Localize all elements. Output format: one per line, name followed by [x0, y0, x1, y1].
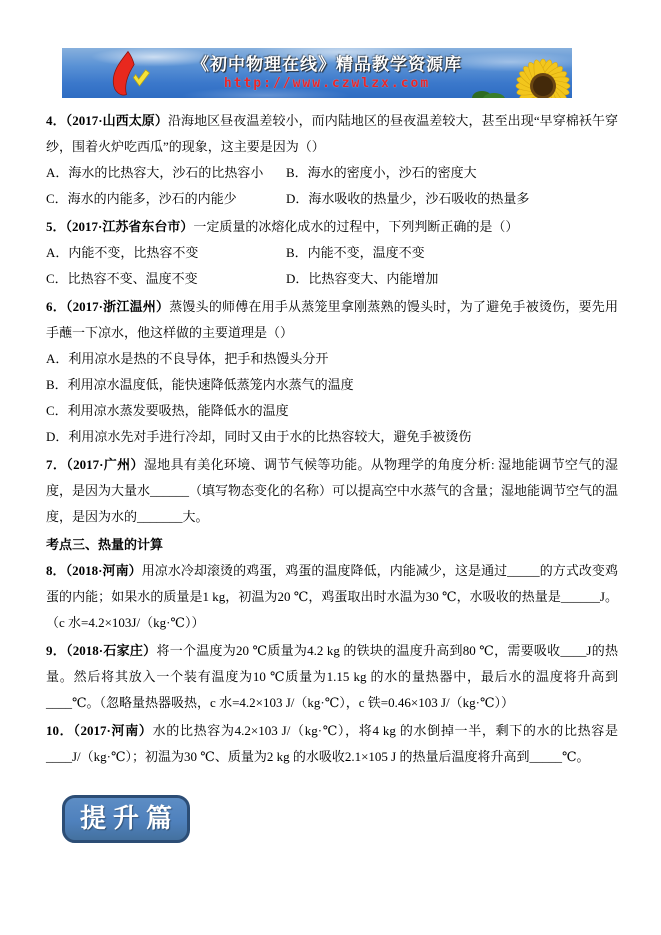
- question-number: 10．: [46, 723, 74, 738]
- option-d: D．海水吸收的热量少，沙石吸收的热量多: [286, 191, 530, 206]
- option-list: [46, 240, 618, 292]
- question-8: [46, 558, 618, 636]
- advanced-section-button[interactable]: [62, 795, 190, 843]
- question-10: [46, 718, 618, 770]
- option-c: C．海水的内能多，沙石的内能少: [46, 191, 237, 206]
- question-source-tag: （2017·山西太原）: [65, 113, 168, 128]
- question-source-tag: （2018·河南）: [65, 563, 142, 578]
- question-number: 8．: [46, 563, 66, 578]
- option-b: B．海水的密度小，沙石的密度大: [286, 165, 477, 180]
- question-source-tag: （2018·石家庄）: [66, 643, 157, 658]
- option-d: D．利用凉水先对手进行冷却，同时又由于水的比热容较大，避免手被烫伤: [46, 429, 472, 444]
- question-text: 用凉水冷却滚烫的鸡蛋，鸡蛋的温度降低，内能减少，这是通过_____的方式改变鸡蛋的内能；如果水的质量是1 kg，初温为20 ℃，鸡蛋取出时水温为30 ℃，水吸收的热量是______J。（c 水=4.2×103J/（kg·℃））: [46, 563, 618, 630]
- sunflower-icon: [500, 54, 572, 98]
- question-source-tag: （2017·广州）: [66, 457, 144, 472]
- question-source-tag: （2017·浙江温州）: [65, 299, 170, 314]
- question-text: 湿地具有美化环境、调节气候等功能。从物理学的角度分析: 湿地能调节空气的湿度，是因为大量水______（填写物态变化的名称）可以提高空中水蒸气的含量；湿地能调节空气的温度，是因为水的_______大。: [46, 457, 619, 524]
- question-number: 4．: [46, 113, 66, 128]
- question-text: 水的比热容为4.2×103 J/（kg·℃），将4 kg 的水倒掉一半，剩下的水的比热容是____J/（kg·℃）；初温为30 ℃、质量为2 kg 的水吸收2.1×105 J 的热量后温度将升高到_____℃。: [46, 723, 618, 764]
- question-number: 9．: [46, 643, 67, 658]
- question-number: 7．: [46, 457, 67, 472]
- question-source-tag: （2017·河南）: [73, 723, 153, 738]
- question-6: [46, 294, 618, 450]
- question-text: 将一个温度为20 ℃质量为4.2 kg 的铁块的温度升高到80 ℃，需要吸收____J的热量。然后将其放入一个装有温度为10 ℃质量为1.15 kg 的水的量热器中，最后水的温度将升高到____℃。（忽略量热器吸热，c 水=4.2×103 J/（kg·℃），c 铁=0.46×103 J/（kg·℃））: [46, 643, 618, 710]
- question-4: [46, 108, 618, 212]
- option-a: A．内能不变，比热容不变: [46, 245, 199, 260]
- question-source-tag: （2017·江苏省东台市）: [65, 219, 194, 234]
- option-list: [46, 346, 618, 450]
- worksheet-body: [46, 108, 618, 772]
- question-text: 沿海地区昼夜温差较小，而内陆地区的昼夜温差较大，甚至出现“早穿棉袄午穿纱，围着火炉吃西瓜”的现象，这主要是因为（）: [46, 113, 618, 154]
- option-list: [46, 160, 618, 212]
- flame-logo-icon: [104, 50, 152, 96]
- question-7: [46, 452, 618, 530]
- option-c: C．利用凉水蒸发要吸热，能降低水的温度: [46, 403, 289, 418]
- option-a: A．利用凉水是热的不良导体，把手和热馒头分开: [46, 351, 329, 366]
- site-banner: [62, 48, 572, 98]
- option-d: D．比热容变大、内能增加: [286, 271, 439, 286]
- question-text: 一定质量的冰熔化成水的过程中，下列判断正确的是（）: [193, 219, 519, 234]
- question-5: [46, 214, 618, 292]
- question-9: [46, 638, 618, 716]
- site-url-link[interactable]: http://www.czwlzx.com: [223, 75, 431, 91]
- question-text: 蒸馒头的师傅在用手从蒸笼里拿刚蒸熟的馒头时，为了避免手被烫伤，要先用手蘸一下凉水，他这样做的主要道理是（）: [46, 299, 618, 340]
- option-c: C．比热容不变、温度不变: [46, 271, 198, 286]
- site-title: 《初中物理在线》精品教学资源库: [192, 54, 462, 74]
- option-b: B．利用凉水温度低，能快速降低蒸笼内水蒸气的温度: [46, 377, 354, 392]
- section-heading: 考点三、热量的计算: [46, 537, 164, 552]
- option-a: A．海水的比热容大，沙石的比热容小: [46, 165, 264, 180]
- question-number: 6．: [46, 299, 66, 314]
- question-number: 5．: [46, 219, 66, 234]
- advanced-section-button-label: 提升篇: [79, 804, 179, 833]
- option-b: B．内能不变，温度不变: [286, 245, 425, 260]
